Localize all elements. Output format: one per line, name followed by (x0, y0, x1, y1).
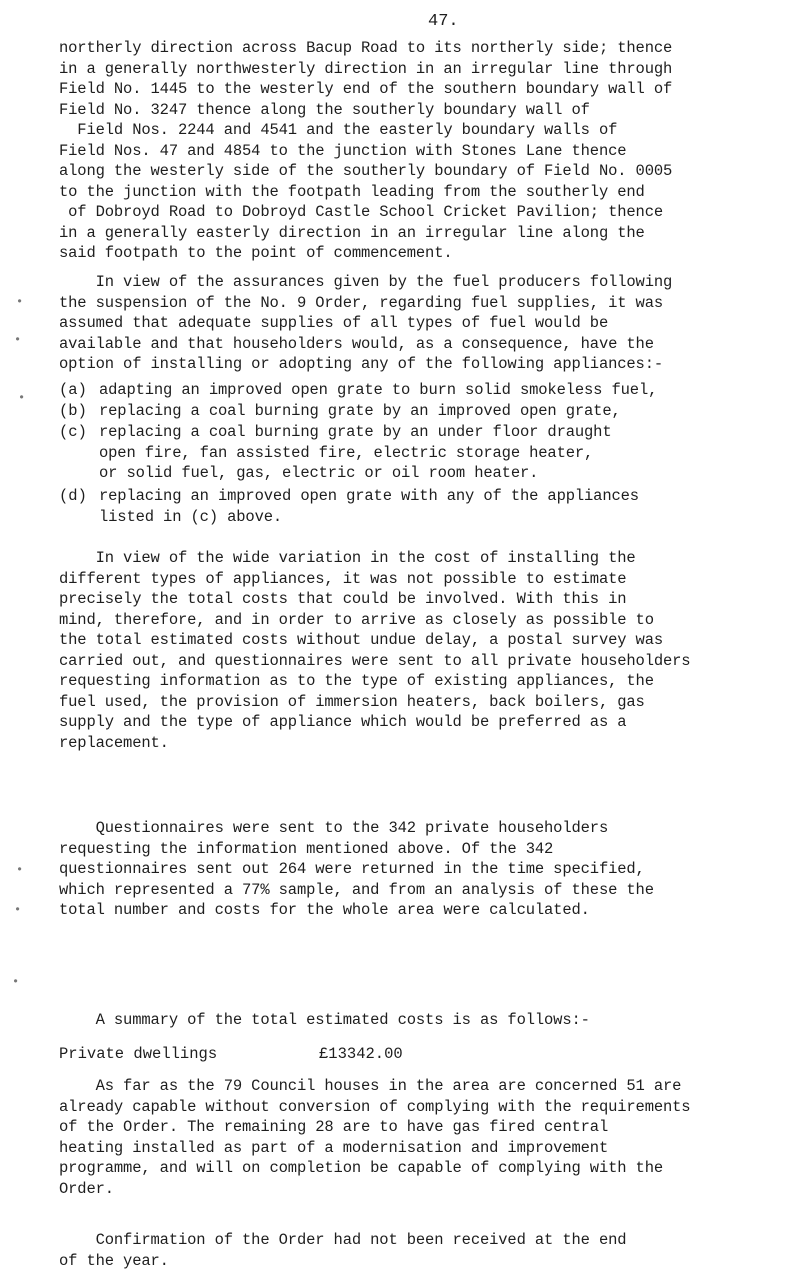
list-marker: (a) (59, 381, 87, 399)
confirmation-paragraph: Confirmation of the Order had not been received at the end of the year. (59, 1231, 627, 1270)
cost-survey-paragraph: In view of the wide variation in the cost of installing the different types of appliances, it was not possible to estimate precisely the total costs that could be involved. With this in mind, therefore, and in order to arrive as closely as possible to the total estimated costs without undue delay, a postal survey was carried out, and questionnaires were sent to all private householders requesting information as to the type of existing appliances, the fuel used, the provision of immersion heaters, back boilers, gas supply and the type of appliance which would be preferred as a replacement. (59, 549, 691, 752)
page-number: 47. (428, 12, 459, 31)
margin-speck: • (14, 333, 22, 347)
fuel-assurances-paragraph: In view of the assurances given by the fuel producers following the suspension of the No. 9 Order, regarding fuel supplies, it was assumed that adequate supplies of all types of fuel would be available and that householders would, as a consequence, have the option of installing or adopting any of the following appliances:- (59, 273, 673, 373)
summary-value: £13342.00 (319, 1045, 403, 1063)
margin-speck: • (12, 975, 20, 989)
list-text: replacing a coal burning grate by an under floor draught open fire, fan assisted fire, electric storage heater, or solid fuel, gas, electric or oil room heater. (99, 423, 612, 482)
list-text: replacing an improved open grate with any of the appliances listed in (c) above. (99, 487, 639, 526)
council-houses-paragraph: As far as the 79 Council houses in the area are concerned 51 are already capable without conversion of complying with the requirements of the Order. The remaining 28 are to have gas fired central heating installed as part of a modernisation and improvement programme, and will on completion be capable of complying with the Order. (59, 1077, 691, 1198)
margin-speck: • (16, 863, 24, 877)
margin-speck: • (14, 903, 22, 917)
summary-intro: A summary of the total estimated costs is as follows:- (59, 1011, 590, 1029)
list-text: replacing a coal burning grate by an improved open grate, (99, 402, 621, 420)
questionnaire-paragraph: Questionnaires were sent to the 342 private householders requesting the information mentioned above. Of the 342 questionnaires sent out 264 were returned in the time specified, which represented a 77% sample, and from an analysis of these the total number and costs for the whole area were calculated. (59, 819, 654, 919)
list-marker: (c) (59, 423, 87, 441)
list-marker: (d) (59, 487, 87, 505)
list-marker: (b) (59, 402, 87, 420)
list-text: adapting an improved open grate to burn solid smokeless fuel, (99, 381, 658, 399)
margin-speck: • (16, 295, 24, 309)
margin-speck: • (18, 391, 26, 405)
summary-label: Private dwellings (59, 1045, 218, 1063)
boundary-description-paragraph: northerly direction across Bacup Road to its northerly side; thence in a generally northwesterly direction in an irregular line through Field No. 1445 to the westerly end of the southern boundary wall of Field No. 3247 thence along the southerly boundary wall of Field Nos. 2244 and 4541 and the easterly boundary walls of Field Nos. 47 and 4854 to the junction with Stones Lane thence along the westerly side of the southerly boundary of Field No. 0005 to the junction with the footpath leading from the southerly end of Dobroyd Road to Dobroyd Castle School Cricket Pavilion; thence in a generally easterly direction in an irregular line along the said footpath to the point of commencement. (59, 39, 673, 262)
